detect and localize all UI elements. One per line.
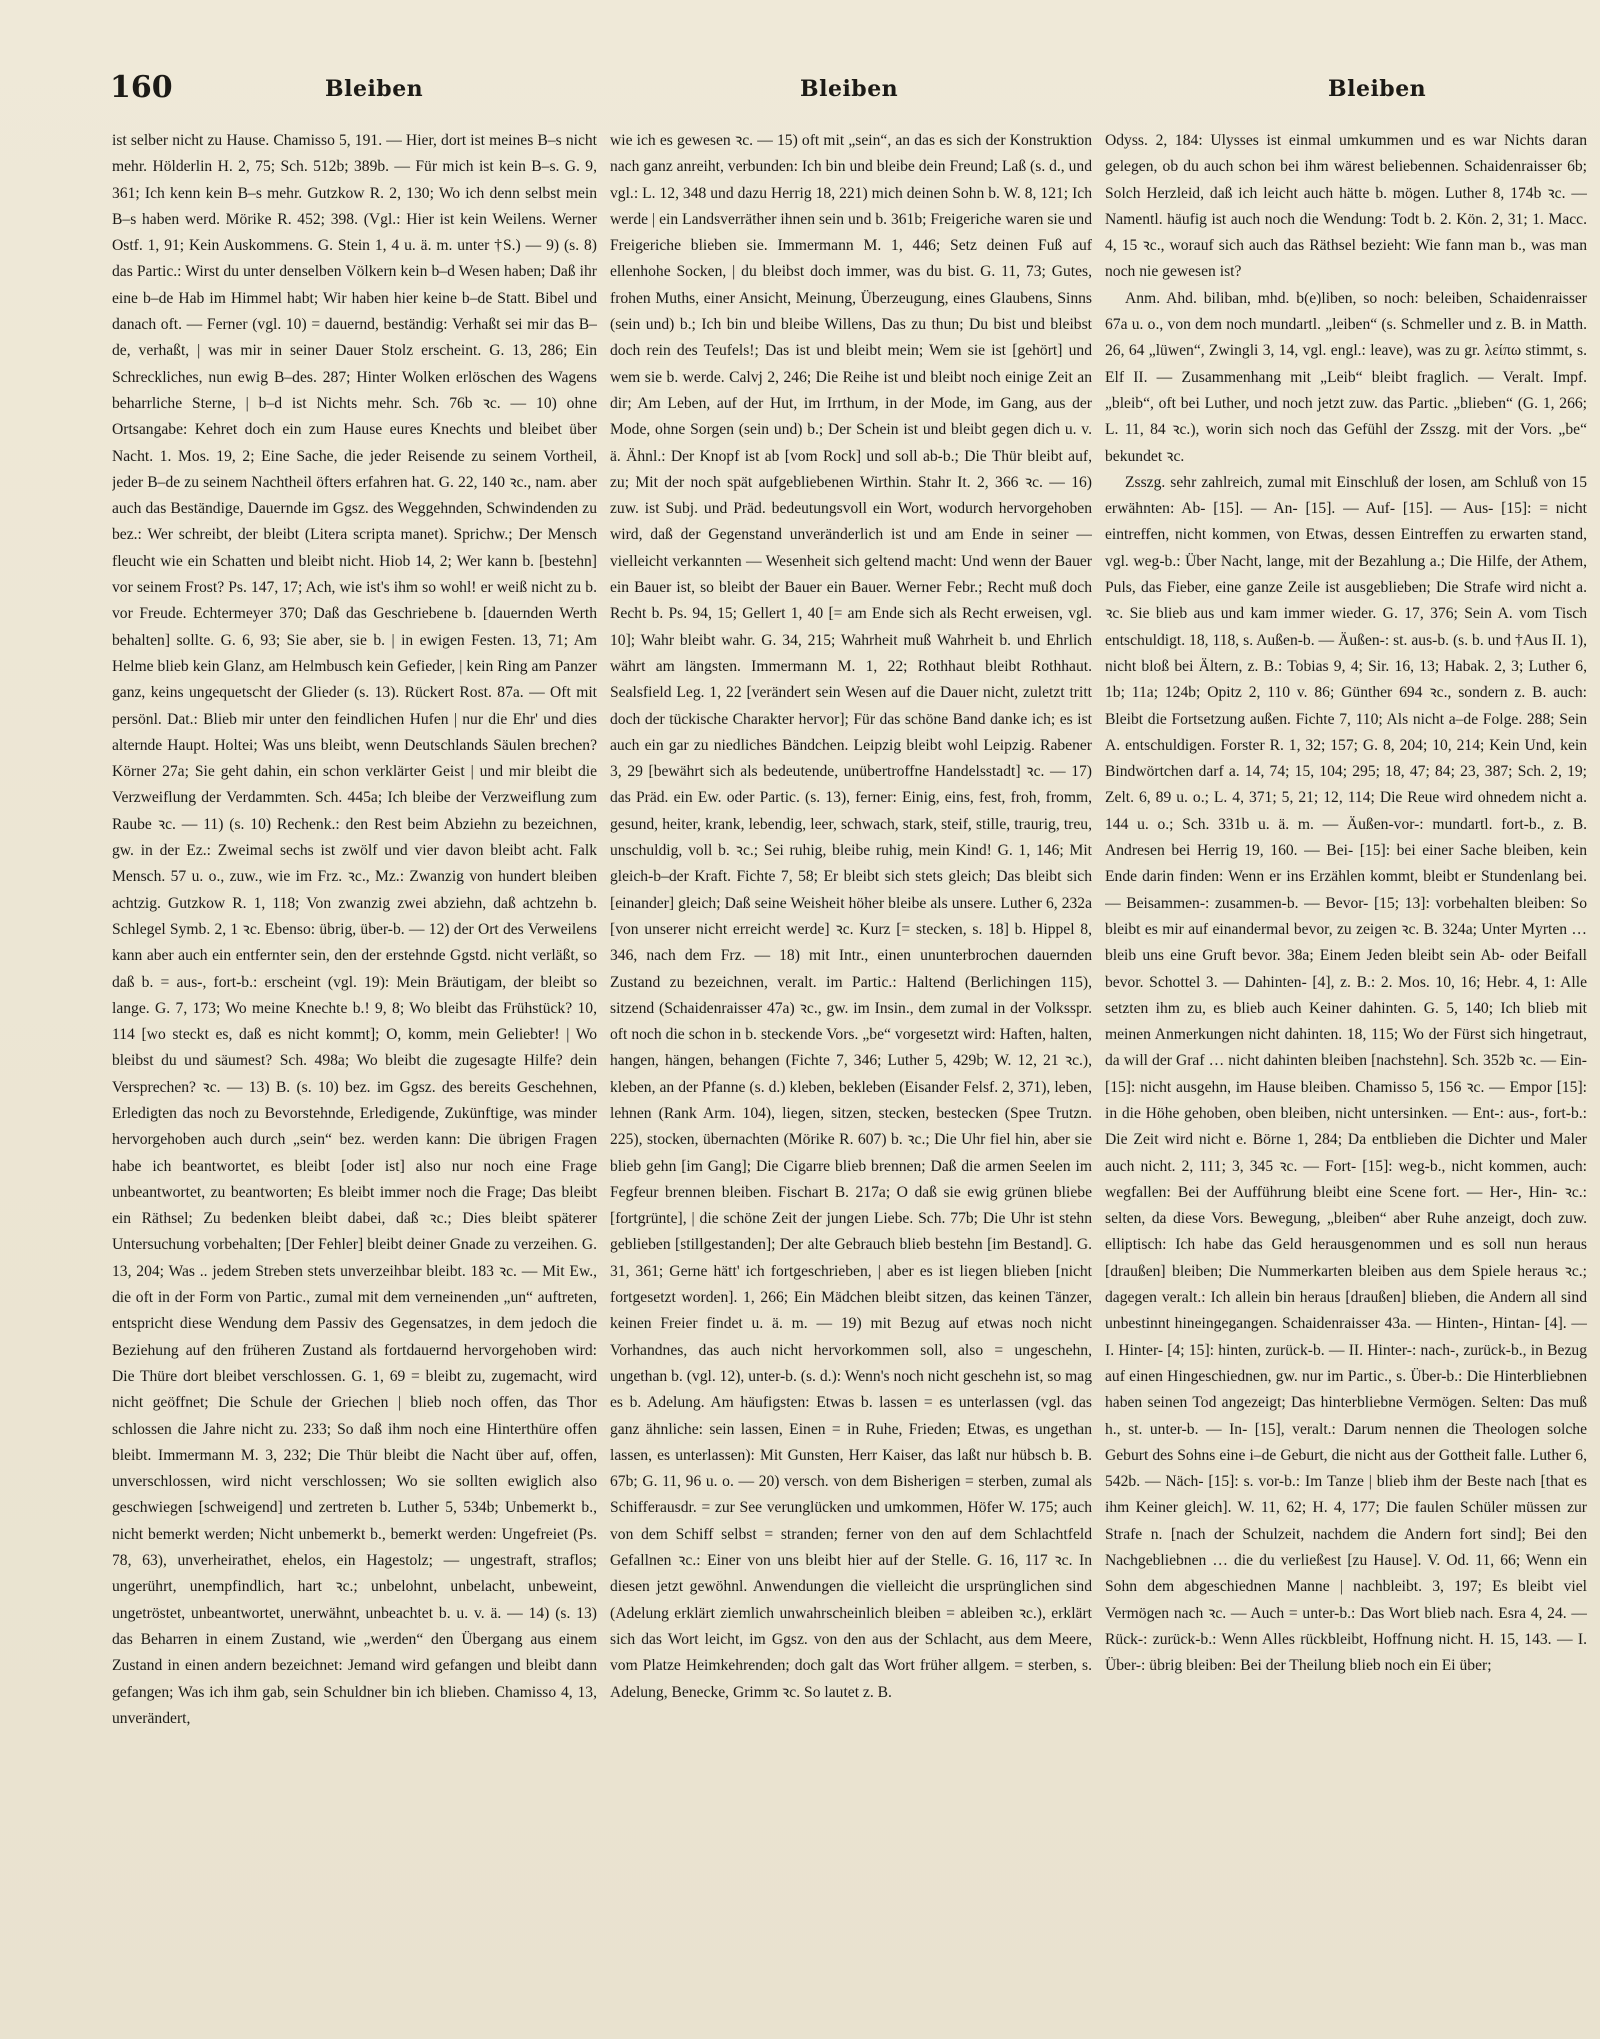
page-number: 160	[110, 70, 173, 105]
page-header	[110, 70, 1427, 120]
text-column-1	[112, 128, 597, 2018]
column-2-paragraph-1: wie ich es gewesen ꝛc. — 15) oft mit „sein“, an das es sich der Konstruktion nach ganz anreiht, verbunden: Ich bin und bleibe dein Freund; Laß (s. d., und vgl.: L. 12, 348 und dazu Herrig 18, 221) mich deinen Sohn b. W. 8, 121; Ich werde | ein Landsverräther ihnen sein und b. 361b; Freigeriche waren sie und Freigeriche blieben sie. Immermann M. 1, 446; Setz deinen Fuß auf ellenhohe Socken, | du bleibst doch immer, was du bist. G. 11, 73; Gutes, frohen Muths, einer Ansicht, Meinung, Überzeugung, eines Glaubens, Sinns (sein und) b.; Ich bin und bleibe Willens, Das zu thun; Du bist und bleibst doch rein des Teufels!; Das ist und bleibt mein; Wem sie ist [gehört] und wem sie b. werde. Calvj 2, 246; Die Reihe ist und bleibt noch einige Zeit an dir; Am Leben, auf der Hut, im Irrthum, in der Mode, im Gang, aus der Mode, ohne Sorgen (sein und) b.; Der Schein ist und bleibt gegen dich u. v. ä. Ähnl.: Der Knopf ist ab [vom Rock] und soll ab-b.; Die Thür bleibt auf, zu; Mit der noch spät aufgebliebenen Wirthin. Stahr It. 2, 366 ꝛc. — 16) zuw. ist Subj. und Präd. bedeutungsvoll ein Wort, wodurch hervorgehoben wird, daß der Gegenstand unveränderlich ist und am Ende in seiner — vielleicht verkannten — Wesenheit sich geltend macht: Und wenn der Bauer ein Bauer ist, so bleibt der Bauer ein Bauer. Werner Febr.; Recht muß doch Recht b. Ps. 94, 15; Gellert 1, 40 [= am Ende sich als Recht erweisen, vgl. 10]; Wahr bleibt wahr. G. 34, 215; Wahrheit muß Wahrheit b. und Ehrlich währt am längsten. Immermann M. 1, 22; Rothhaut bleibt Rothhaut. Sealsfield Leg. 1, 22 [verändert sein Wesen auf die Dauer nicht, zuletzt tritt doch der tückische Charakter hervor]; Für das schöne Band danke ich; es ist auch ein gar zu niedliches Bändchen. Leipzig bleibt wohl Leipzig. Rabener 3, 29 [bewährt sich als bedeutende, unübertroffne Handelsstadt] ꝛc. — 17) das Präd. ein Ew. oder Partic. (s. 13), ferner: Einig, eins, fest, froh, fromm, gesund, heiter, krank, lebendig, leer, schwach, stark, steif, stille, traurig, treu, unschuldig, voll b. ꝛc.; Sei ruhig, bleibe ruhig, mein Kind! G. 1, 146; Mit gleich-b–der Kraft. Fichte 7, 58; Er bleibt sich stets gleich; Das bleibt sich [einander] gleich; Daß seine Weisheit höher bleibe als unsere. Luther 6, 232a [von unserer nicht erreicht werde] ꝛc. Kurz [= stecken, s. 18] b. Hippel 8, 346, nach dem Frz. — 18) mit Intr., einen ununterbrochen dauernden Zustand zu bezeichnen, veralt. im Partic.: Haltend (Berlichingen 115), sitzend (Schaidenraisser 47a) ꝛc., gw. im Insin., dem zumal in der Volksspr. oft noch die schon in b. steckende Vors. „be“ vorgesetzt wird: Haften, halten, hangen, hängen, behangen (Fichte 7, 346; Luther 5, 429b; W. 12, 21 ꝛc.), kleben, an der Pfanne (s. d.) kleben, bekleben (Eisander Felsf. 2, 371), leben, lehnen (Rank Arm. 104), liegen, sitzen, stecken, bestecken (Spee Trutzn. 225), stocken, übernachten (Mörike R. 607) b. ꝛc.; Die Uhr fiel hin, aber sie blieb gehn [im Gang]; Die Cigarre blieb brennen; Daß die armen Seelen im Fegfeur brennen bleiben. Fischart B. 217a; O daß sie ewig grünen bliebe [fortgrünte], | die schöne Zeit der jungen Liebe. Sch. 77b; Die Uhr ist stehn geblieben [stillgestanden]; Der alte Gebrauch blieb bestehn [im Bestand]. G. 31, 361; Gerne hätt' ich fortgeschrieben, | aber es ist liegen blieben [nicht fortgesetzt worden]. 1, 266; Ein Mädchen bleibt sitzen, das keinen Tänzer, keinen Freier findet u. ä. m. — 19) mit Bezug auf etwas noch nicht Vorhandnes, das auch nicht hervorkommen soll, also = ungeschehn, ungethan b. (vgl. 12), unter-b. (s. d.): Wenn's noch nicht geschehn ist, so mag es b. Adelung. Am häufigsten: Etwas b. lassen = es unterlassen (vgl. das ganz ähnliche: sein lassen, Einen = in Ruhe, Frieden; Etwas, es ungethan lassen, es unterlassen): Mit Gunsten, Herr Kaiser, das laßt nur hübsch b. B. 67b; G. 11, 96 u. o. — 20) versch. von dem Bisherigen = sterben, zumal als Schifferausdr. = zur See verunglücken und umkommen, Höfer W. 175; auch von dem Schiff selbst = stranden; ferner von den auf dem Schlachtfeld Gefallnen ꝛc.: Einer von uns bleibt hier auf der Stelle. G. 16, 117 ꝛc. In diesen jetzt gewöhnl. Anwendungen die vielleicht die ursprünglichen sind (Adelung erklärt ziemlich unwahrscheinlich bleiben = ableiben ꝛc.), erklärt sich das Wort leicht, im Ggsz. von den aus der Schlacht, aus dem Meere, vom Platze Heimkehrenden; doch galt das Wort früher allgem. = sterben, s. Adelung, Benecke, Grimm ꝛc. So lautet z. B.	[610, 132, 1092, 1701]
running-head-left: Bleiben	[325, 76, 424, 102]
running-head-right: Bleiben	[1328, 76, 1427, 102]
column-3-paragraph-zsszg: Zsszg. sehr zahlreich, zumal mit Einschluß der losen, am Schluß von 15 erwähnten: Ab- [15]. — An- [15]. — Auf- [15]. — Aus- [15]: = nicht eintreffen, nicht kommen, von Etwas, dessen Eintreffen zu erwarten stand, vgl. weg-b.: Über Nacht, lange, mit der Bezahlung a.; Die Hilfe, der Athem, Puls, das Fieber, eine ganze Zeile ist ausgeblieben; Die Strafe wird nicht a. ꝛc. Sie blieb aus und kam immer wieder. G. 17, 376; Sein A. vom Tisch entschuldigt. 18, 118, s. Außen-b. — Äußen-: st. aus-b. (s. b. und †Aus II. 1), nicht bloß bei Ältern, z. B.: Tobias 9, 4; Sir. 16, 13; Habak. 2, 3; Luther 6, 1b; 11a; 124b; Opitz 2, 110 v. 86; Günther 694 ꝛc., sondern z. B. auch: Bleibt die Fortsetzung außen. Fichte 7, 110; Als nicht a–de Folge. 288; Sein A. entschuldigen. Forster R. 1, 32; 157; G. 8, 204; 10, 214; Kein Und, kein Bindwörtchen darf a. 14, 74; 15, 104; 295; 18, 47; 84; 23, 387; Sch. 2, 19; Zelt. 6, 89 u. o.; L. 4, 371; 5, 21; 12, 114; Die Reue wird ohnedem nicht a. 144 u. o.; Sch. 331b u. ä. m. — Äußen-vor-: mundartl. fort-b., z. B. Andresen bei Herrig 19, 160. — Bei- [15]: bei einer Sache bleiben, kein Ende darin finden: Wenn er ins Erzählen kommt, bleibt er Stundenlang bei. — Beisammen-: zusammen-b. — Bevor- [15; 13]: vorbehalten bleiben: So bleibt es mir auf einandermal bevor, zu zeigen ꝛc. B. 324a; Unter Myrten … bleib uns eine Gruft bevor. 38a; Einem Jeden bleibt sein Ab- oder Beifall bevor. Schottel 3. — Dahinten- [4], z. B.: 2. Mos. 10, 16; Hebr. 4, 1: Alle setzten ihm zu, es blieb auch Keiner dahinten. G. 5, 140; Ich blieb mit meinen Anmerkungen nicht dahinten. 18, 115; Wo der Fürst sich hingetraut, da will der Graf … nicht dahinten bleiben [nachstehn]. Sch. 352b ꝛc. — Ein- [15]: nicht ausgehn, im Hause bleiben. Chamisso 5, 156 ꝛc. — Empor [15]: in die Höhe gehoben, oben bleiben, nicht untersinken. — Ent-: aus-, fort-b.: Die Zeit wird nicht e. Börne 1, 284; Da entblieben die Dichter und Maler auch nicht. 2, 111; 3, 345 ꝛc. — Fort- [15]: weg-b., nicht kommen, auch: wegfallen: Bei der Aufführung bleibt eine Scene fort. — Her-, Hin- ꝛc.: selten, da diese Vors. Bewegung, „bleiben“ aber Ruhe anzeigt, doch zuw. elliptisch: Ich habe das Geld herausgenommen und es soll nun heraus [draußen] bleiben; Die Nummerkarten bleiben aus dem Spiele heraus ꝛc.; dagegen veralt.: Ich allein bin heraus [draußen] blieben, die Andern all sind unbestinnt hineingegangen. Schaidenraisser 43a. — Hinten-, Hintan- [4]. — I. Hinter- [4; 15]: hinten, zurück-b. — II. Hinter-: nach-, zurück-b., in Bezug auf einen Hingeschiednen, gw. nur im Partic., s. Über-b.: Die Hinterbliebnen haben seinen Tod angezeigt; Das hinterbliebne Vermögen. Selten: Das muß h., st. unter-b. — In- [15], veralt.: Darum nennen die Theologen solche Geburt des Sohns eine i–de Geburt, die nicht aus der Gottheit falle. Luther 6, 542b. — Näch- [15]: s. vor-b.: Im Tanze | blieb ihm der Beste nach [that es ihm Keiner gleich]. W. 11, 62; H. 4, 177; Die faulen Schüler müssen zur Strafe n. [nach der Schulzeit, nachdem die Andern fort sind]; Bei den Nachgebliebnen … die du verließest [zu Hause]. V. Od. 11, 66; Wenn ein Sohn dem abgeschiednen Manne | nachbleibt. 3, 197; Es bleibt viel Vermögen nach ꝛc. — Auch = unter-b.: Das Wort blieb nach. Esra 4, 24. — Rück-: zurück-b.: Wenn Alles rückbleibt, Hoffnung nicht. H. 15, 143. — I. Über-: übrig bleiben: Bei der Theilung blieb noch ein Ei über;	[1105, 473, 1587, 1675]
column-3-paragraph-anm: Anm. Ahd. biliban, mhd. b(e)liben, so noch: beleiben, Schaidenraisser 67a u. o., von dem noch mundartl. „leiben“ (s. Schmeller und z. B. in Matth. 26, 64 „lüwen“, Zwingli 3, 14, vgl. engl.: leave), was zu gr. λείπω stimmt, s. Elf II. — Zusammenhang mit „Leib“ bleibt fraglich. — Veralt. Impf. „bleib“, oft bei Luther, und noch jetzt zuw. das Partic. „blieben“ (G. 1, 266; L. 11, 84 ꝛc.), worin sich noch das Gefühl der Zsszg. mit der Vors. „be“ bekundet ꝛc.	[1105, 289, 1587, 465]
text-column-2	[610, 128, 1092, 2018]
text-column-3	[1105, 128, 1587, 2018]
column-3-paragraph-1: Odyss. 2, 184: Ulysses ist einmal umkummen und es war Nichts daran gelegen, ob du auch schon bei ihm wärest beliebennen. Schaidenraisser 6b; Solch Herzleid, daß ich leicht auch hätte b. mögen. Luther 8, 174b ꝛc. — Namentl. häufig ist auch noch die Wendung: Todt b. 2. Kön. 2, 31; 1. Macc. 4, 15 ꝛc., worauf sich auch das Räthsel bezieht: Wie fann man b., was man noch nie gewesen ist?	[1105, 132, 1587, 281]
running-head-center: Bleiben	[800, 76, 899, 102]
column-1-paragraph-1: ist selber nicht zu Hause. Chamisso 5, 191. — Hier, dort ist meines B–s nicht mehr. Hölderlin H. 2, 75; Sch. 512b; 389b. — Für mich ist kein B–s. G. 9, 361; Ich kenn kein B–s mehr. Gutzkow R. 2, 130; Wo ich denn selbst mein B–s haben werd. Mörike R. 452; 398. (Vgl.: Hier ist kein Weilens. Werner Ostf. 1, 91; Kein Auskommens. G. Stein 1, 4 u. ä. m. unter †S.) — 9) (s. 8) das Partic.: Wirst du unter denselben Völkern kein b–d Wesen haben; Daß ihr eine b–de Hab im Himmel habt; Wir haben hier keine b–de Statt. Bibel und danach oft. — Ferner (vgl. 10) = dauernd, beständig: Verhaßt sei mir das B–de, verhaßt, | was mir in seiner Dauer Stolz erscheint. G. 13, 286; Ein Schreckliches, nun ewig B–des. 287; Hinter Wolken erlöschen des Wagens beharrliche Sterne, | b–d ist Nichts mehr. Sch. 76b ꝛc. — 10) ohne Ortsangabe: Kehret doch ein zum Hause eures Knechts und bleibet über Nacht. 1. Mos. 19, 2; Eine Sache, die jeder Reisende zu seinem Vortheil, jeder B–de zu seinem Nachtheil öfters erfahren hat. G. 22, 140 ꝛc., nam. aber auch das Beständige, Dauernde im Ggsz. des Weggehnden, Schwindenden zu bez.: Wer schreibt, der bleibt (Litera scripta manet). Sprichw.; Der Mensch fleucht wie ein Schatten und bleibt nicht. Hiob 14, 2; Wer kann b. [bestehn] vor seinem Frost? Ps. 147, 17; Ach, wie ist's ihm so wohl! er weiß nicht zu b. vor Freude. Echtermeyer 370; Daß das Geschriebene b. [dauernden Werth behalten] sollte. G. 6, 93; Sie aber, sie b. | in ewigen Festen. 13, 71; Am Helme blieb kein Glanz, am Helmbusch kein Gefieder, | kein Ring am Panzer ganz, keins ungequetscht der Glieder (s. 13). Rückert Rost. 87a. — Oft mit persönl. Dat.: Blieb mir unter den feindlichen Hufen | nur die Ehr' und dies alternde Haupt. Holtei; Was uns bleibt, wenn Deutschlands Säulen brechen? Körner 27a; Sie geht dahin, ein schon verklärter Geist | und mir bleibt die Verzweiflung der Verdammten. Sch. 445a; Ich bleibe der Verzweiflung zum Raube ꝛc. — 11) (s. 10) Rechenk.: den Rest beim Abziehn zu bezeichnen, gw. in der Ez.: Zweimal sechs ist zwölf und vier davon bleibt acht. Falk Mensch. 57 u. o., zuw., wie im Frz. ꝛc., Mz.: Zwanzig von hundert bleiben achtzig. Gutzkow R. 1, 118; Von zwanzig zwei abziehn, daß achtzehn b. Schlegel Symb. 2, 1 ꝛc. Ebenso: übrig, über-b. — 12) der Ort des Verweilens kann aber auch ein entfernter sein, den der erstehnde Ggstd. nicht verläßt, so daß b. = aus-, fort-b.: erscheint (vgl. 19): Mein Bräutigam, der bleibt so lange. G. 7, 173; Wo meine Knechte b.! 9, 8; Wo bleibt das Frühstück? 10, 114 [wo steckt es, daß es nicht kommt]; O, komm, mein Geliebter! | Wo bleibst du und säumest? Sch. 498a; Wo bleibt die zugesagte Hilfe? dein Versprechen? ꝛc. — 13) B. (s. 10) bez. im Ggsz. des bereits Geschehnen, Erledigten das noch zu Bevorstehnde, Erledigende, Zukünftige, was minder hervorgehoben auch durch „sein“ bez. werden kann: Die übrigen Fragen habe ich beantwortet, es bleibt [oder ist] also nur noch eine Frage unbeantwortet, zu beantworten; Es bleibt immer noch die Frage; Das bleibt ein Räthsel; Zu bedenken bleibt dabei, daß ꝛc.; Dies bleibt späterer Untersuchung vorbehalten; [Der Fehler] bleibt deiner Gnade zu verzeihen. G. 13, 204; Was .. jedem Streben stets unverzeihbar bleibt. 183 ꝛc. — Mit Ew., die oft in der Form von Partic., zumal mit dem verneinenden „un“ auftreten, entspricht diese Wendung dem Passiv des Gegensatzes, in dem jedoch die Beziehung auf den früheren Zustand als fortdauernd hervorgehoben wird: Die Thüre dort bleibet verschlossen. G. 1, 69 = bleibt zu, zugemacht, wird nicht geöffnet; Die Schule der Griechen | blieb noch offen, das Thor schlossen die Jahre nicht zu. 233; So daß ihm noch eine Hinterthüre offen bleibt. Immermann M. 3, 232; Die Thür bleibt die Nacht über auf, offen, unverschlossen, wird nicht verschlossen; Wo sie sollten ewiglich also geschwiegen [schweigend] und zertreten b. Luther 5, 534b; Unbemerkt b., nicht bemerkt werden; Nicht unbemerkt b., bemerkt werden: Ungefreiet (Ps. 78, 63), unverheirathet, ehelos, ein Hagestolz; — ungestraft, straflos; ungerührt, unempfindlich, hart ꝛc.; unbelohnt, unbelacht, unbeweint, ungetröstet, unbeantwortet, unerwähnt, unbeachtet b. u. v. ä. — 14) (s. 13) das Beharren in einem Zustand, wie „werden“ den Übergang aus einem Zustand in einen andern bezeichnet: Jemand wird gefangen und bleibt dann gefangen; Was ich ihm gab, sein Schuldner bin ich blieben. Chamisso 4, 13, unverändert,	[112, 132, 597, 1727]
